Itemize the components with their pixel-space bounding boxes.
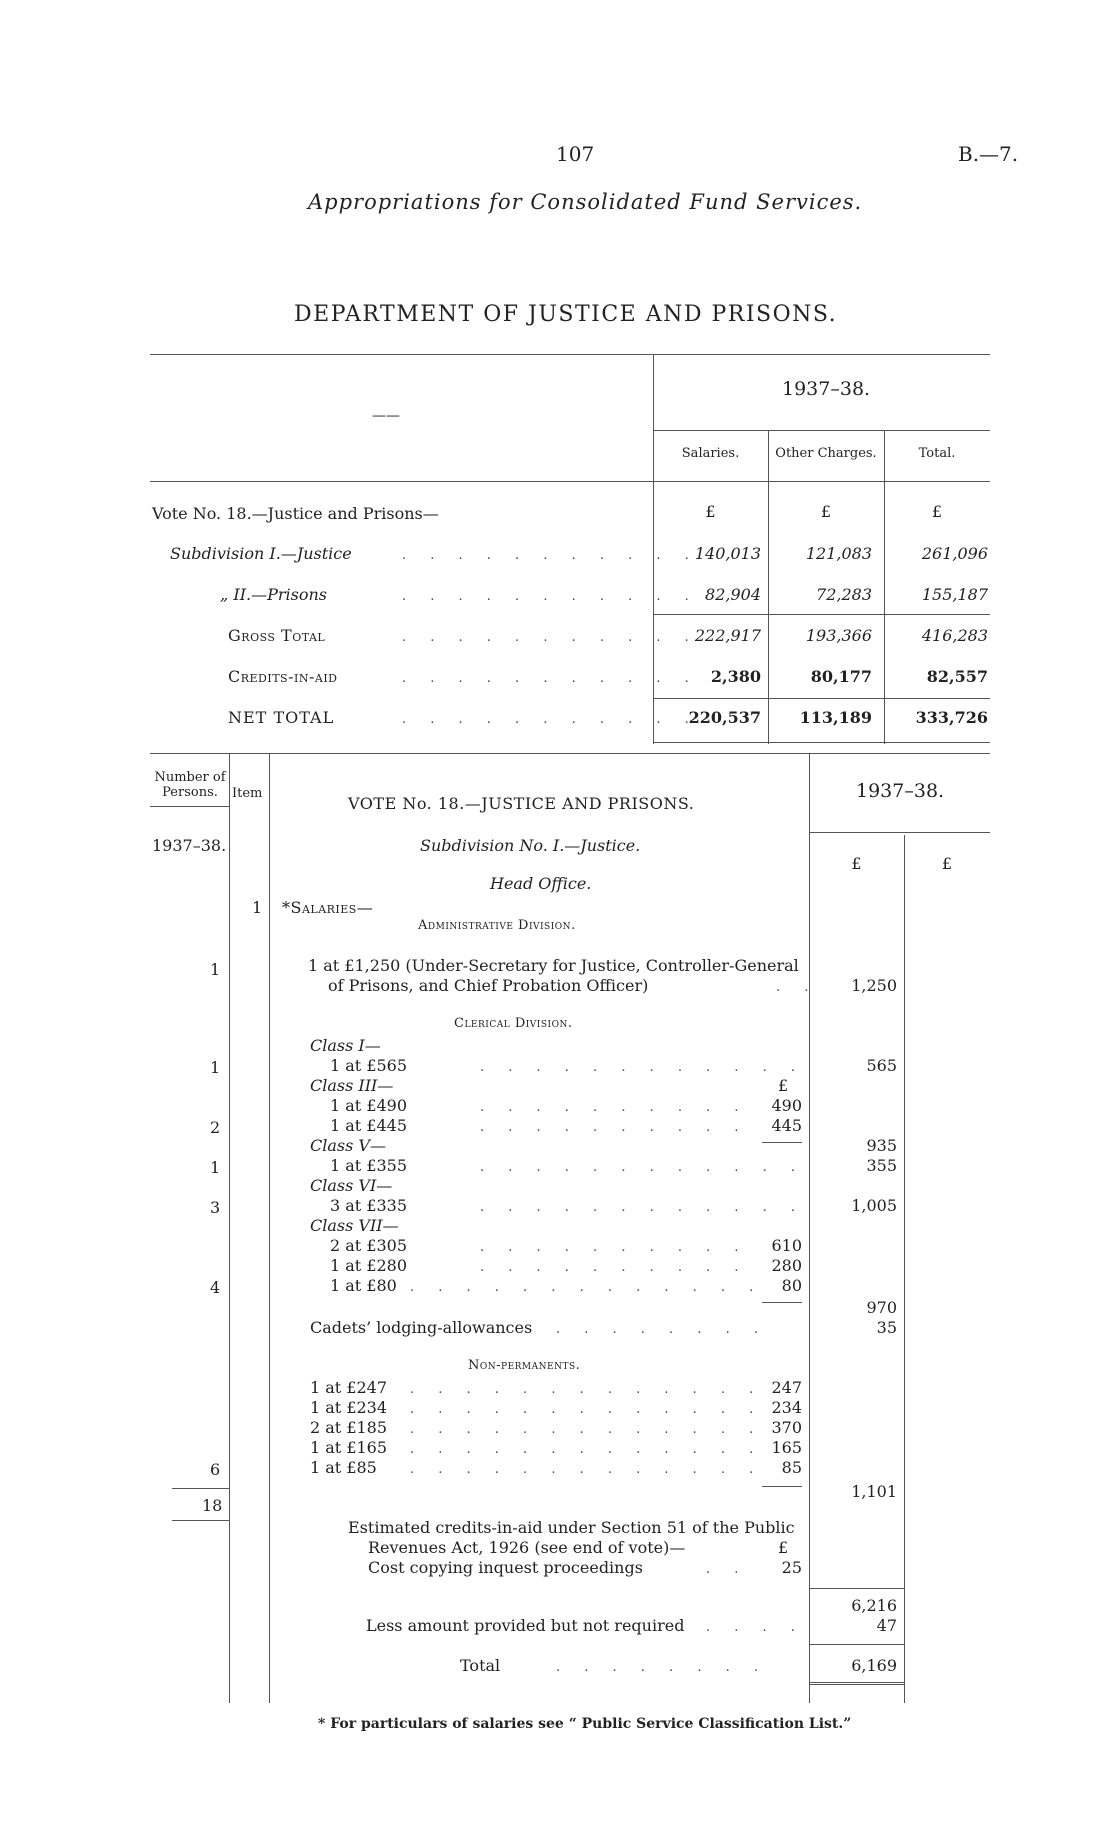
detail-admin-amount: 1,250 [851, 976, 897, 995]
detail-class-amount: 565 [866, 1056, 897, 1075]
detail-item-number: 1 [252, 898, 263, 917]
detail-persons-divider [229, 753, 230, 1703]
detail-np-line: 1 at £234 [310, 1398, 388, 1417]
summary-row-other: 113,189 [799, 708, 872, 727]
leader-dots: . . . . . . . . . . . [402, 589, 699, 604]
leader-dots: . . . . . . . . . . . . [480, 1160, 806, 1175]
summary-row-total: 261,096 [921, 544, 988, 563]
summary-row-other: 80,177 [810, 667, 872, 686]
detail-np-line: 1 at £85 [310, 1458, 377, 1477]
summary-net-rule [653, 698, 990, 699]
document-reference: B.—7. [958, 142, 1019, 166]
detail-class-label: Class I— [310, 1036, 381, 1055]
summary-currency-total: £ [931, 502, 943, 521]
detail-class-line: 1 at £355 [330, 1156, 408, 1175]
summary-year: 1937–38. [782, 378, 871, 400]
detail-class-label: Class VII— [310, 1216, 399, 1235]
detail-np-line: 2 at £185 [310, 1418, 388, 1437]
summary-currency-salaries: £ [705, 502, 716, 521]
detail-class-line: 1 at £80 [330, 1276, 397, 1295]
leader-dots: . . . . . . . . . . [480, 1260, 749, 1275]
leader-dots: . . . . . . . . . . . . . [410, 1382, 764, 1397]
detail-total-bottom-rule [809, 1682, 904, 1685]
summary-col-salaries: Salaries. [681, 446, 740, 461]
detail-credits-line1: Estimated credits-in-aid under Section 51 of the Public [348, 1518, 795, 1537]
detail-non-permanents: Non-permanents. [468, 1358, 581, 1373]
detail-np-amount: 165 [771, 1438, 802, 1457]
leader-dots: . . . . . . . . . . . [402, 630, 699, 645]
detail-cadets-amount: 35 [876, 1318, 897, 1337]
detail-total-persons: 18 [202, 1496, 223, 1515]
detail-year: 1937–38. [856, 780, 945, 802]
detail-sub-rule [762, 1486, 802, 1487]
detail-class-persons: 2 [210, 1118, 221, 1137]
summary-row-salaries: 220,537 [688, 708, 761, 727]
detail-currency-col1: £ [851, 854, 862, 873]
leader-dots: . . . . . . . . . . . . . [410, 1422, 764, 1437]
detail-item-divider [269, 753, 270, 1703]
detail-persons-rule [150, 806, 230, 807]
summary-row-salaries: 222,917 [694, 626, 761, 645]
detail-admin-persons: 1 [210, 960, 221, 979]
leader-dots: . . . . . . . . . . . . . [410, 1462, 764, 1477]
leader-dots: . . . . . . . . . . . . [480, 1060, 806, 1075]
detail-credits-amount: 25 [781, 1558, 802, 1577]
detail-cadets-label: Cadets’ lodging-allowances [310, 1318, 533, 1337]
detail-less-label: Less amount provided but not required [366, 1616, 685, 1635]
summary-row-total: 333,726 [915, 708, 988, 727]
detail-persons-year: 1937–38. [152, 836, 227, 855]
summary-col-total: Total. [918, 446, 956, 461]
detail-class-line: 1 at £280 [330, 1256, 408, 1275]
leader-dots: . . . . . . . . . . [480, 1240, 749, 1255]
detail-subtotal: 6,216 [851, 1596, 897, 1615]
summary-row-salaries: 82,904 [705, 585, 761, 604]
summary-row-label: Credits-in-aid [228, 667, 338, 686]
detail-less-amount: 47 [876, 1616, 897, 1635]
summary-year-rule [653, 430, 990, 431]
detail-vote-title: VOTE No. 18.—JUSTICE AND PRISONS. [348, 794, 695, 813]
detail-class-line: 1 at £565 [330, 1056, 408, 1075]
summary-row-other: 121,083 [805, 544, 872, 563]
detail-year-rule [809, 832, 990, 833]
detail-top-rule [150, 753, 990, 754]
summary-col-other-charges: Other Charges. [775, 446, 877, 461]
leader-dots: . . . . . . . . . . [480, 1100, 749, 1115]
detail-class-amount: 935 [866, 1136, 897, 1155]
detail-col-item: Item [232, 786, 263, 801]
detail-total-amount: 6,169 [851, 1656, 897, 1675]
leader-dots: . . . . . . . . [556, 1660, 768, 1675]
detail-class-sub-amount: 445 [771, 1116, 802, 1135]
detail-np-amount: 247 [771, 1378, 802, 1397]
detail-class-persons: 3 [210, 1198, 221, 1217]
detail-col-persons: Number of Persons. [154, 770, 226, 800]
summary-header-rule [150, 481, 990, 482]
detail-class-amount: 970 [866, 1298, 897, 1317]
detail-clerical-division: Clerical Division. [454, 1016, 573, 1031]
summary-row-total: 155,187 [921, 585, 988, 604]
detail-total-label: Total [460, 1656, 501, 1675]
department-title: DEPARTMENT OF JUSTICE AND PRISONS. [294, 302, 838, 327]
detail-np-persons: 6 [210, 1460, 221, 1479]
page-number: 107 [556, 142, 595, 166]
detail-class-amount: 355 [866, 1156, 897, 1175]
detail-np-amount: 370 [771, 1418, 802, 1437]
detail-class-label: Class V— [310, 1136, 386, 1155]
detail-total-top-rule [809, 1644, 904, 1645]
summary-row-other: 193,366 [805, 626, 872, 645]
detail-admin-line1: 1 at £1,250 (Under-Secretary for Justice, Controller-General [308, 956, 799, 975]
summary-row-label: NET TOTAL [228, 708, 335, 727]
leader-dots: . . . . [706, 1620, 805, 1635]
leader-dots: . . . . . . . . . . . [402, 712, 699, 727]
detail-head-office: Head Office. [490, 874, 592, 893]
detail-admin-line2: of Prisons, and Chief Probation Officer) [328, 976, 649, 995]
detail-np-amount: 85 [781, 1458, 802, 1477]
detail-subdivision: Subdivision No. I.—Justice. [420, 836, 641, 855]
detail-class-persons: 1 [210, 1058, 221, 1077]
detail-admin-division: Administrative Division. [418, 918, 576, 933]
page-subtitle: Appropriations for Consolidated Fund Services. [308, 190, 863, 214]
leader-dots: . . . . . . . . . . . . . [410, 1280, 764, 1295]
summary-placeholder-dash: —— [372, 408, 400, 424]
detail-np-total: 1,101 [851, 1482, 897, 1501]
detail-class-label: Class III— [310, 1076, 394, 1095]
detail-persons-total-bottom-rule [172, 1520, 230, 1521]
leader-dots: . . . . . . . . . . . . [480, 1200, 806, 1215]
detail-np-line: 1 at £165 [310, 1438, 388, 1457]
leader-dots: . . . . . . . . . . . [402, 548, 699, 563]
detail-sub-rule [762, 1142, 802, 1143]
summary-row-label: „ II.—Prisons [220, 585, 327, 604]
summary-row-salaries: 2,380 [710, 667, 761, 686]
summary-row-other: 72,283 [816, 585, 872, 604]
detail-persons-total-rule [172, 1488, 230, 1489]
detail-salaries-label: *Salaries— [282, 898, 374, 917]
leader-dots: . . . . . . . . . . . [402, 671, 699, 686]
detail-subtotal-rule [809, 1588, 904, 1589]
footnote: * For particulars of salaries see “ Public Service Classification List.” [318, 1716, 852, 1732]
summary-row-total: 82,557 [926, 667, 988, 686]
summary-subtotal-rule [653, 614, 990, 615]
detail-class-sub-amount: 610 [771, 1236, 802, 1255]
detail-credits-currency: £ [778, 1538, 789, 1557]
detail-class-persons: 1 [210, 1158, 221, 1177]
detail-credits-line3: Cost copying inquest proceedings [368, 1558, 643, 1577]
summary-row-label: Subdivision I.—Justice [170, 544, 352, 563]
detail-class-persons: 4 [210, 1278, 221, 1297]
detail-credits-line2: Revenues Act, 1926 (see end of vote)— [368, 1538, 686, 1557]
leader-dots: . . . . . . . . . . . . . [410, 1442, 764, 1457]
detail-class-line: 2 at £305 [330, 1236, 408, 1255]
leader-dots: . . . . . . . . . . [480, 1120, 749, 1135]
summary-row-label: Gross Total [228, 626, 326, 645]
detail-class-line: 1 at £445 [330, 1116, 408, 1135]
detail-amount-divider [809, 753, 810, 1703]
detail-np-amount: 234 [771, 1398, 802, 1417]
detail-class-sub-amount: 490 [771, 1096, 802, 1115]
leader-dots: . . [706, 1562, 749, 1577]
summary-bottom-rule [653, 742, 990, 743]
summary-row-total: 416,283 [921, 626, 988, 645]
detail-class-amount: 1,005 [851, 1196, 897, 1215]
summary-vote-label: Vote No. 18.—Justice and Prisons— [152, 504, 439, 523]
leader-dots: . . [776, 980, 819, 995]
detail-class-sub-amount: 280 [771, 1256, 802, 1275]
detail-class-line: 1 at £490 [330, 1096, 408, 1115]
summary-currency-other: £ [820, 502, 832, 521]
detail-currency-col2: £ [941, 854, 953, 873]
detail-currency-sub: £ [778, 1076, 789, 1095]
summary-top-rule [150, 354, 990, 355]
detail-class-label: Class VI— [310, 1176, 393, 1195]
leader-dots: . . . . . . . . . . . . . [410, 1402, 764, 1417]
detail-amount-col-divider [904, 835, 905, 1703]
detail-class-line: 3 at £335 [330, 1196, 408, 1215]
detail-class-sub-amount: 80 [781, 1276, 802, 1295]
summary-row-salaries: 140,013 [694, 544, 761, 563]
detail-np-line: 1 at £247 [310, 1378, 388, 1397]
leader-dots: . . . . . . . . [556, 1322, 768, 1337]
detail-sub-rule [762, 1302, 802, 1303]
